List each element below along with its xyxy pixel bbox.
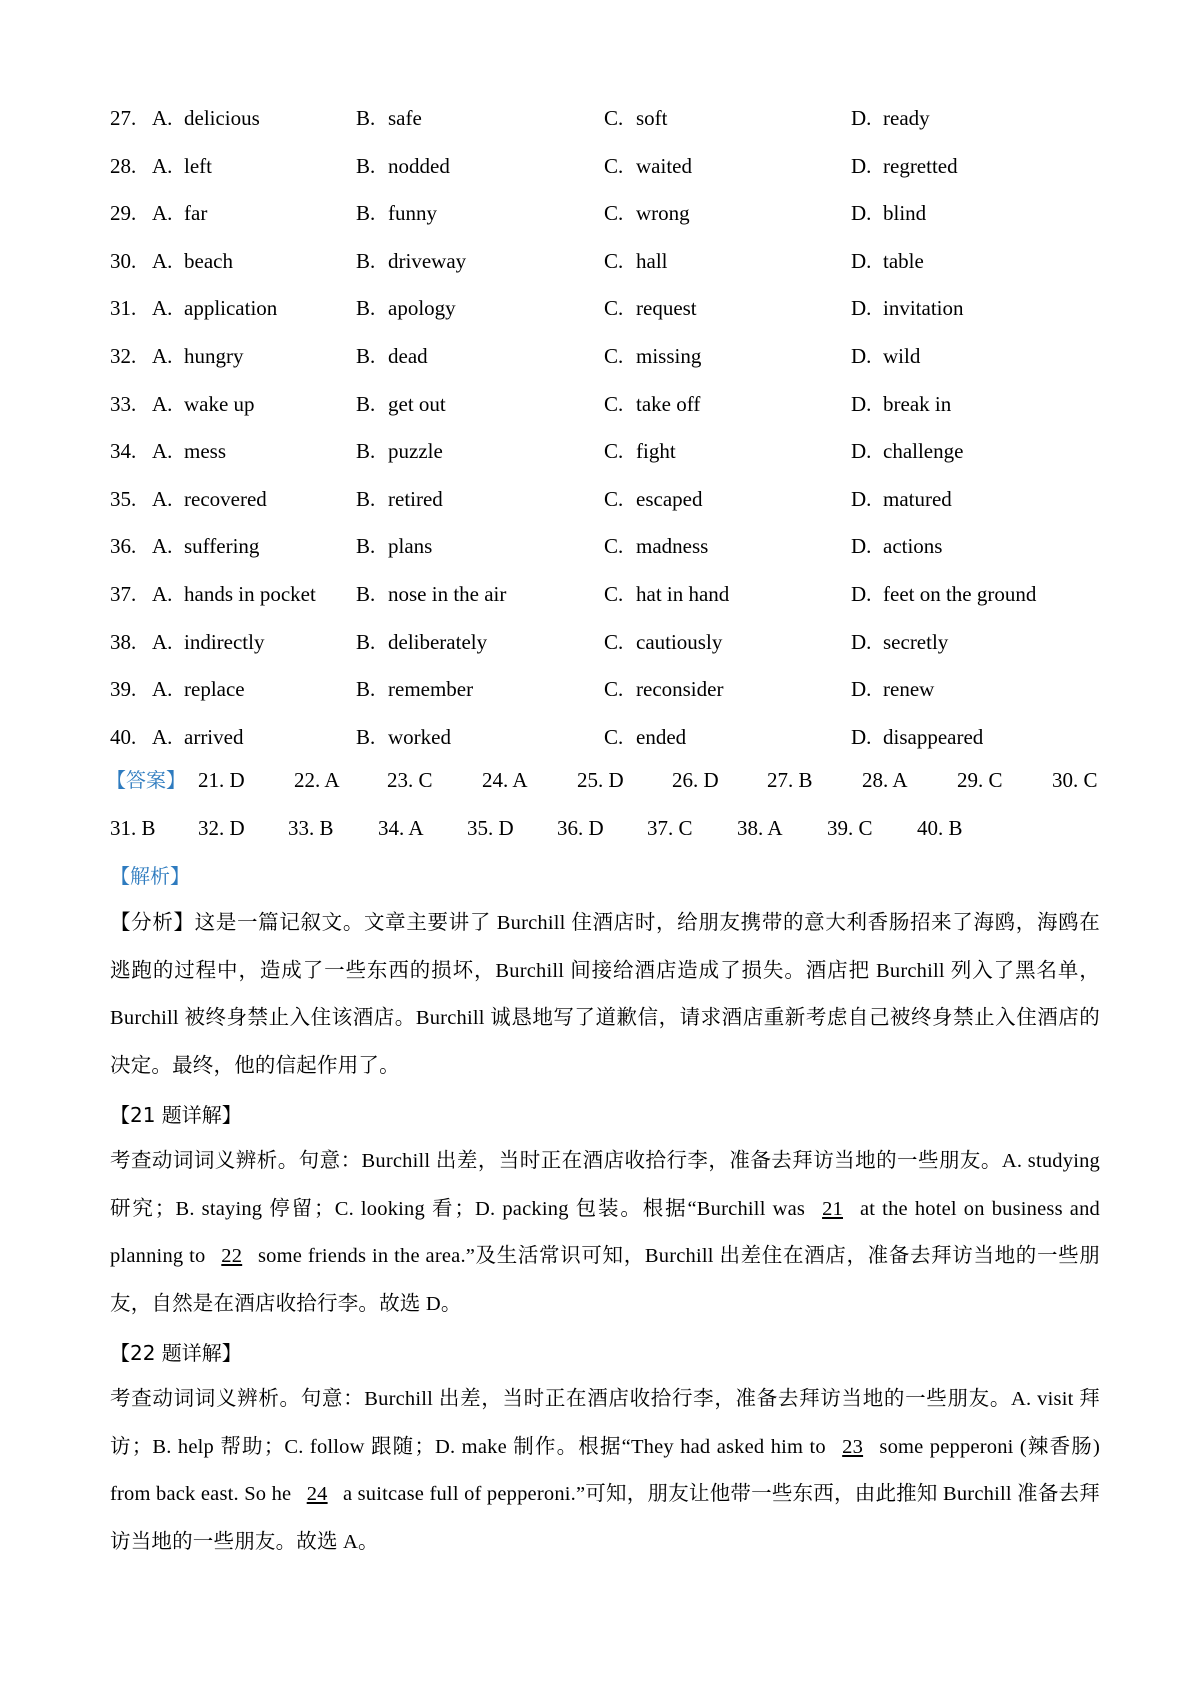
- option-b: [356, 151, 450, 181]
- option-text: hall: [636, 248, 668, 273]
- option-text: feet on the ground: [883, 582, 1037, 606]
- option-text: hungry: [184, 344, 244, 368]
- question-number: 31.: [110, 296, 137, 321]
- option-text: mess: [184, 439, 226, 464]
- question-number: 37.: [110, 582, 137, 606]
- option-text: regretted: [883, 153, 958, 178]
- option-b: [356, 627, 487, 657]
- option-letter: A.: [152, 629, 173, 654]
- option-row: [110, 627, 1100, 657]
- option-letter: B.: [356, 677, 376, 702]
- option-letter: C.: [604, 344, 624, 368]
- option-text: dead: [388, 344, 428, 368]
- question-number: 38.: [110, 629, 137, 654]
- option-text: wake up: [184, 391, 255, 416]
- option-text: retired: [388, 486, 443, 511]
- option-letter: B.: [356, 201, 376, 226]
- option-b: [356, 198, 437, 228]
- option-text: nodded: [388, 153, 450, 178]
- option-text: reconsider: [636, 677, 724, 702]
- option-text: waited: [636, 153, 692, 178]
- option-letter: D.: [851, 534, 872, 559]
- answer-item: 28. A: [862, 768, 908, 792]
- summary-label: 【分析】: [110, 912, 195, 934]
- option-letter: B.: [356, 296, 376, 321]
- q21-blank-2: 22: [221, 1245, 243, 1268]
- option-letter: C.: [604, 391, 624, 416]
- option-text: blind: [883, 201, 927, 226]
- option-row: [110, 151, 1100, 181]
- option-b: [356, 246, 466, 276]
- q21-text-2: at the hotel on business and planning to: [110, 1197, 1100, 1268]
- option-b: [356, 436, 443, 466]
- option-letter: C.: [604, 629, 624, 654]
- option-text: table: [883, 248, 924, 273]
- question-number: 29.: [110, 201, 137, 226]
- option-letter: A.: [152, 439, 173, 464]
- option-b: [356, 389, 446, 419]
- option-row: [110, 341, 1100, 371]
- question-number: 34.: [110, 439, 137, 464]
- option-text: matured: [883, 486, 952, 511]
- option-text: fight: [636, 439, 676, 464]
- option-a: [152, 674, 245, 704]
- option-c: [604, 674, 723, 704]
- option-letter: D.: [851, 153, 872, 178]
- answer-item: 24. A: [482, 768, 528, 792]
- question-number: 30.: [110, 248, 137, 273]
- answer-item: 38. A: [737, 816, 783, 840]
- option-text: madness: [636, 534, 709, 559]
- option-d: [851, 436, 963, 466]
- option-b: [356, 722, 451, 752]
- answer-item: 23. C: [387, 768, 433, 792]
- option-letter: D.: [851, 677, 872, 702]
- option-letter: B.: [356, 439, 376, 464]
- q21-text-1: 考查动词词义辨析。句意：Burchill 出差，当时正在酒店收拾行李，准备去拜访当地的一些朋友。A. studying 研究；B. staying 停留；C. looking 看；D. packing 包装。根据“Burchill was: [110, 1150, 1100, 1220]
- option-text: funny: [388, 201, 437, 226]
- question-number: 35.: [110, 486, 137, 511]
- q21-text-3: some friends in the area.”及生活常识可知，Burchill 出差住在酒店，准备去拜访当地的一些朋友，自然是在酒店收拾行李。故选 D。: [110, 1245, 1100, 1315]
- option-a: [152, 293, 277, 323]
- option-letter: C.: [604, 296, 624, 321]
- option-letter: D.: [851, 344, 872, 368]
- option-a: [152, 627, 264, 657]
- option-letter: D.: [851, 391, 872, 416]
- option-letter: A.: [152, 153, 173, 178]
- option-text: suffering: [184, 534, 260, 559]
- option-row: [110, 436, 1100, 466]
- answer-item: 37. C: [647, 816, 693, 840]
- option-text: beach: [184, 248, 233, 273]
- option-letter: C.: [604, 724, 624, 749]
- option-a: [152, 341, 244, 371]
- q21-blank-1: 21: [822, 1197, 843, 1220]
- option-text: apology: [388, 296, 456, 321]
- q22-heading: 【22 题详解】: [110, 1341, 242, 1365]
- option-d: [851, 674, 934, 704]
- answer-item: 21. D: [198, 768, 245, 792]
- option-text: indirectly: [184, 629, 265, 654]
- option-a: [152, 246, 233, 276]
- option-text: driveway: [388, 248, 467, 273]
- option-row: [110, 484, 1100, 514]
- answer-item: 27. B: [767, 768, 813, 792]
- option-letter: D.: [851, 724, 872, 749]
- option-d: [851, 341, 920, 371]
- option-text: renew: [883, 677, 935, 702]
- option-d: [851, 484, 952, 514]
- option-text: break in: [883, 391, 952, 416]
- option-letter: B.: [356, 582, 376, 606]
- answer-item: 25. D: [577, 768, 624, 792]
- option-letter: A.: [152, 534, 173, 559]
- option-letter: A.: [152, 344, 173, 368]
- option-letter: D.: [851, 439, 872, 464]
- answer-item: 40. B: [917, 816, 963, 840]
- option-row: [110, 198, 1100, 228]
- option-letter: D.: [851, 106, 872, 130]
- q22-paragraph: [110, 1376, 1100, 1566]
- option-letter: A.: [152, 582, 173, 606]
- q22-blank-1: 23: [842, 1435, 864, 1458]
- option-row: [110, 722, 1100, 752]
- option-text: wrong: [636, 201, 690, 226]
- answer-item: 31. B: [110, 816, 156, 840]
- option-letter: D.: [851, 201, 872, 226]
- option-d: [851, 531, 942, 561]
- option-c: [604, 484, 702, 514]
- option-row: [110, 246, 1100, 276]
- answer-item: 36. D: [557, 816, 604, 840]
- option-text: nose in the air: [388, 582, 507, 606]
- answer-item: 33. B: [288, 816, 334, 840]
- option-letter: B.: [356, 391, 376, 416]
- option-d: [851, 389, 951, 419]
- option-letter: C.: [604, 677, 624, 702]
- option-text: challenge: [883, 439, 964, 464]
- option-c: [604, 293, 697, 323]
- option-text: take off: [636, 391, 701, 416]
- option-letter: A.: [152, 724, 173, 749]
- option-text: delicious: [184, 106, 260, 130]
- option-text: invitation: [883, 296, 964, 321]
- option-c: [604, 151, 692, 181]
- option-c: [604, 246, 668, 276]
- option-text: get out: [388, 391, 446, 416]
- option-text: far: [184, 201, 208, 226]
- option-a: [152, 579, 316, 609]
- option-b: [356, 103, 422, 133]
- answer-item: 34. A: [378, 816, 424, 840]
- option-c: [604, 436, 676, 466]
- option-b: [356, 531, 432, 561]
- answer-item: 32. D: [198, 816, 245, 840]
- summary-text: 这是一篇记叙文。文章主要讲了 Burchill 住酒店时，给朋友携带的意大利香肠招来了海鸥，海鸥在逃跑的过程中，造成了一些东西的损坏，Burchill 间接给酒店造成了损失。酒店把 Burchill 列入了黑名单，Burchill 被终身禁止入住该酒店。Burchill 诚恳地写了道歉信，请求酒店重新考虑自己被终身禁止入住酒店的决定。最终，他的信起作用了。: [110, 912, 1100, 1077]
- option-c: [604, 627, 722, 657]
- option-text: puzzle: [388, 439, 443, 464]
- answer-item: 26. D: [672, 768, 719, 792]
- option-text: cautiously: [636, 629, 723, 654]
- option-text: application: [184, 296, 278, 321]
- option-text: escaped: [636, 486, 703, 511]
- option-row: [110, 103, 1100, 133]
- option-letter: A.: [152, 296, 173, 321]
- option-text: left: [184, 153, 212, 178]
- option-letter: A.: [152, 201, 173, 226]
- option-text: disappeared: [883, 724, 984, 749]
- option-d: [851, 151, 958, 181]
- option-text: plans: [388, 534, 433, 559]
- option-d: [851, 579, 1036, 609]
- option-text: soft: [636, 106, 668, 130]
- option-letter: C.: [604, 248, 624, 273]
- option-letter: B.: [356, 106, 376, 130]
- option-d: [851, 246, 924, 276]
- option-text: ready: [883, 106, 930, 130]
- answer-item: 35. D: [467, 816, 514, 840]
- q22-text-2: some pepperoni (辣香肠) from back east. So he: [110, 1435, 1100, 1506]
- option-row: [110, 389, 1100, 419]
- option-d: [851, 722, 983, 752]
- option-row: [110, 293, 1100, 323]
- option-text: hat in hand: [636, 582, 730, 606]
- option-b: [356, 293, 456, 323]
- question-number: 33.: [110, 391, 137, 416]
- question-number: 40.: [110, 724, 137, 749]
- option-letter: A.: [152, 248, 173, 273]
- option-a: [152, 389, 255, 419]
- answer-item: 22. A: [294, 768, 340, 792]
- option-letter: C.: [604, 106, 624, 130]
- option-text: deliberately: [388, 629, 488, 654]
- q22-blank-2: 24: [306, 1483, 328, 1506]
- option-text: wild: [883, 344, 921, 368]
- option-text: worked: [388, 724, 451, 749]
- option-text: hands in pocket: [184, 582, 316, 606]
- option-row: [110, 579, 1100, 609]
- option-c: [604, 531, 708, 561]
- option-b: [356, 674, 473, 704]
- answer-item: 29. C: [957, 768, 1003, 792]
- question-number: 39.: [110, 677, 137, 702]
- option-row: [110, 674, 1100, 704]
- answer-label: 【答案】: [106, 768, 186, 792]
- option-a: [152, 103, 260, 133]
- option-c: [604, 579, 729, 609]
- option-c: [604, 341, 701, 371]
- option-letter: C.: [604, 201, 624, 226]
- option-text: missing: [636, 344, 702, 368]
- option-letter: B.: [356, 344, 376, 368]
- option-letter: D.: [851, 486, 872, 511]
- question-number: 32.: [110, 344, 137, 368]
- q21-paragraph: [110, 1138, 1100, 1328]
- option-d: [851, 103, 930, 133]
- option-letter: B.: [356, 153, 376, 178]
- option-letter: A.: [152, 391, 173, 416]
- option-text: safe: [388, 106, 422, 130]
- q22-text-1: 考查动词词义辨析。句意：Burchill 出差，当时正在酒店收拾行李，准备去拜访当地的一些朋友。A. visit 拜访；B. help 帮助；C. follow 跟随；D. make 制作。根据“They had asked him to: [110, 1388, 1100, 1458]
- analysis-label: 【解析】: [110, 864, 190, 888]
- option-letter: D.: [851, 582, 872, 606]
- option-letter: C.: [604, 534, 624, 559]
- question-number: 28.: [110, 153, 137, 178]
- option-text: secretly: [883, 629, 949, 654]
- option-d: [851, 627, 948, 657]
- question-number: 27.: [110, 106, 137, 130]
- option-letter: C.: [604, 153, 624, 178]
- option-c: [604, 722, 686, 752]
- option-text: replace: [184, 677, 245, 702]
- option-text: recovered: [184, 486, 267, 511]
- option-letter: D.: [851, 296, 872, 321]
- option-a: [152, 436, 226, 466]
- option-a: [152, 151, 212, 181]
- q21-heading: 【21 题详解】: [110, 1103, 242, 1127]
- option-b: [356, 579, 506, 609]
- option-letter: D.: [851, 629, 872, 654]
- option-letter: C.: [604, 439, 624, 464]
- question-number: 36.: [110, 534, 137, 559]
- option-letter: B.: [356, 486, 376, 511]
- option-a: [152, 722, 243, 752]
- option-letter: C.: [604, 582, 624, 606]
- option-b: [356, 341, 428, 371]
- option-text: ended: [636, 724, 687, 749]
- option-text: actions: [883, 534, 943, 559]
- option-a: [152, 531, 259, 561]
- option-row: [110, 531, 1100, 561]
- option-d: [851, 293, 964, 323]
- answer-item: 30. C: [1052, 768, 1098, 792]
- option-b: [356, 484, 443, 514]
- q22-text-3: a suitcase full of pepperoni.”可知，朋友让他带一些东西，由此推知 Burchill 准备去拜访当地的一些朋友。故选 A。: [110, 1483, 1100, 1553]
- option-c: [604, 389, 700, 419]
- option-letter: A.: [152, 486, 173, 511]
- option-c: [604, 198, 690, 228]
- option-letter: C.: [604, 486, 624, 511]
- option-letter: B.: [356, 248, 376, 273]
- option-a: [152, 484, 267, 514]
- option-letter: D.: [851, 248, 872, 273]
- option-letter: B.: [356, 629, 376, 654]
- option-letter: A.: [152, 677, 173, 702]
- option-text: arrived: [184, 724, 244, 749]
- option-text: request: [636, 296, 697, 321]
- answer-item: 39. C: [827, 816, 873, 840]
- option-text: remember: [388, 677, 474, 702]
- option-d: [851, 198, 926, 228]
- option-letter: B.: [356, 724, 376, 749]
- option-letter: B.: [356, 534, 376, 559]
- summary-paragraph: [110, 900, 1100, 1090]
- option-c: [604, 103, 668, 133]
- option-letter: A.: [152, 106, 173, 130]
- option-a: [152, 198, 207, 228]
